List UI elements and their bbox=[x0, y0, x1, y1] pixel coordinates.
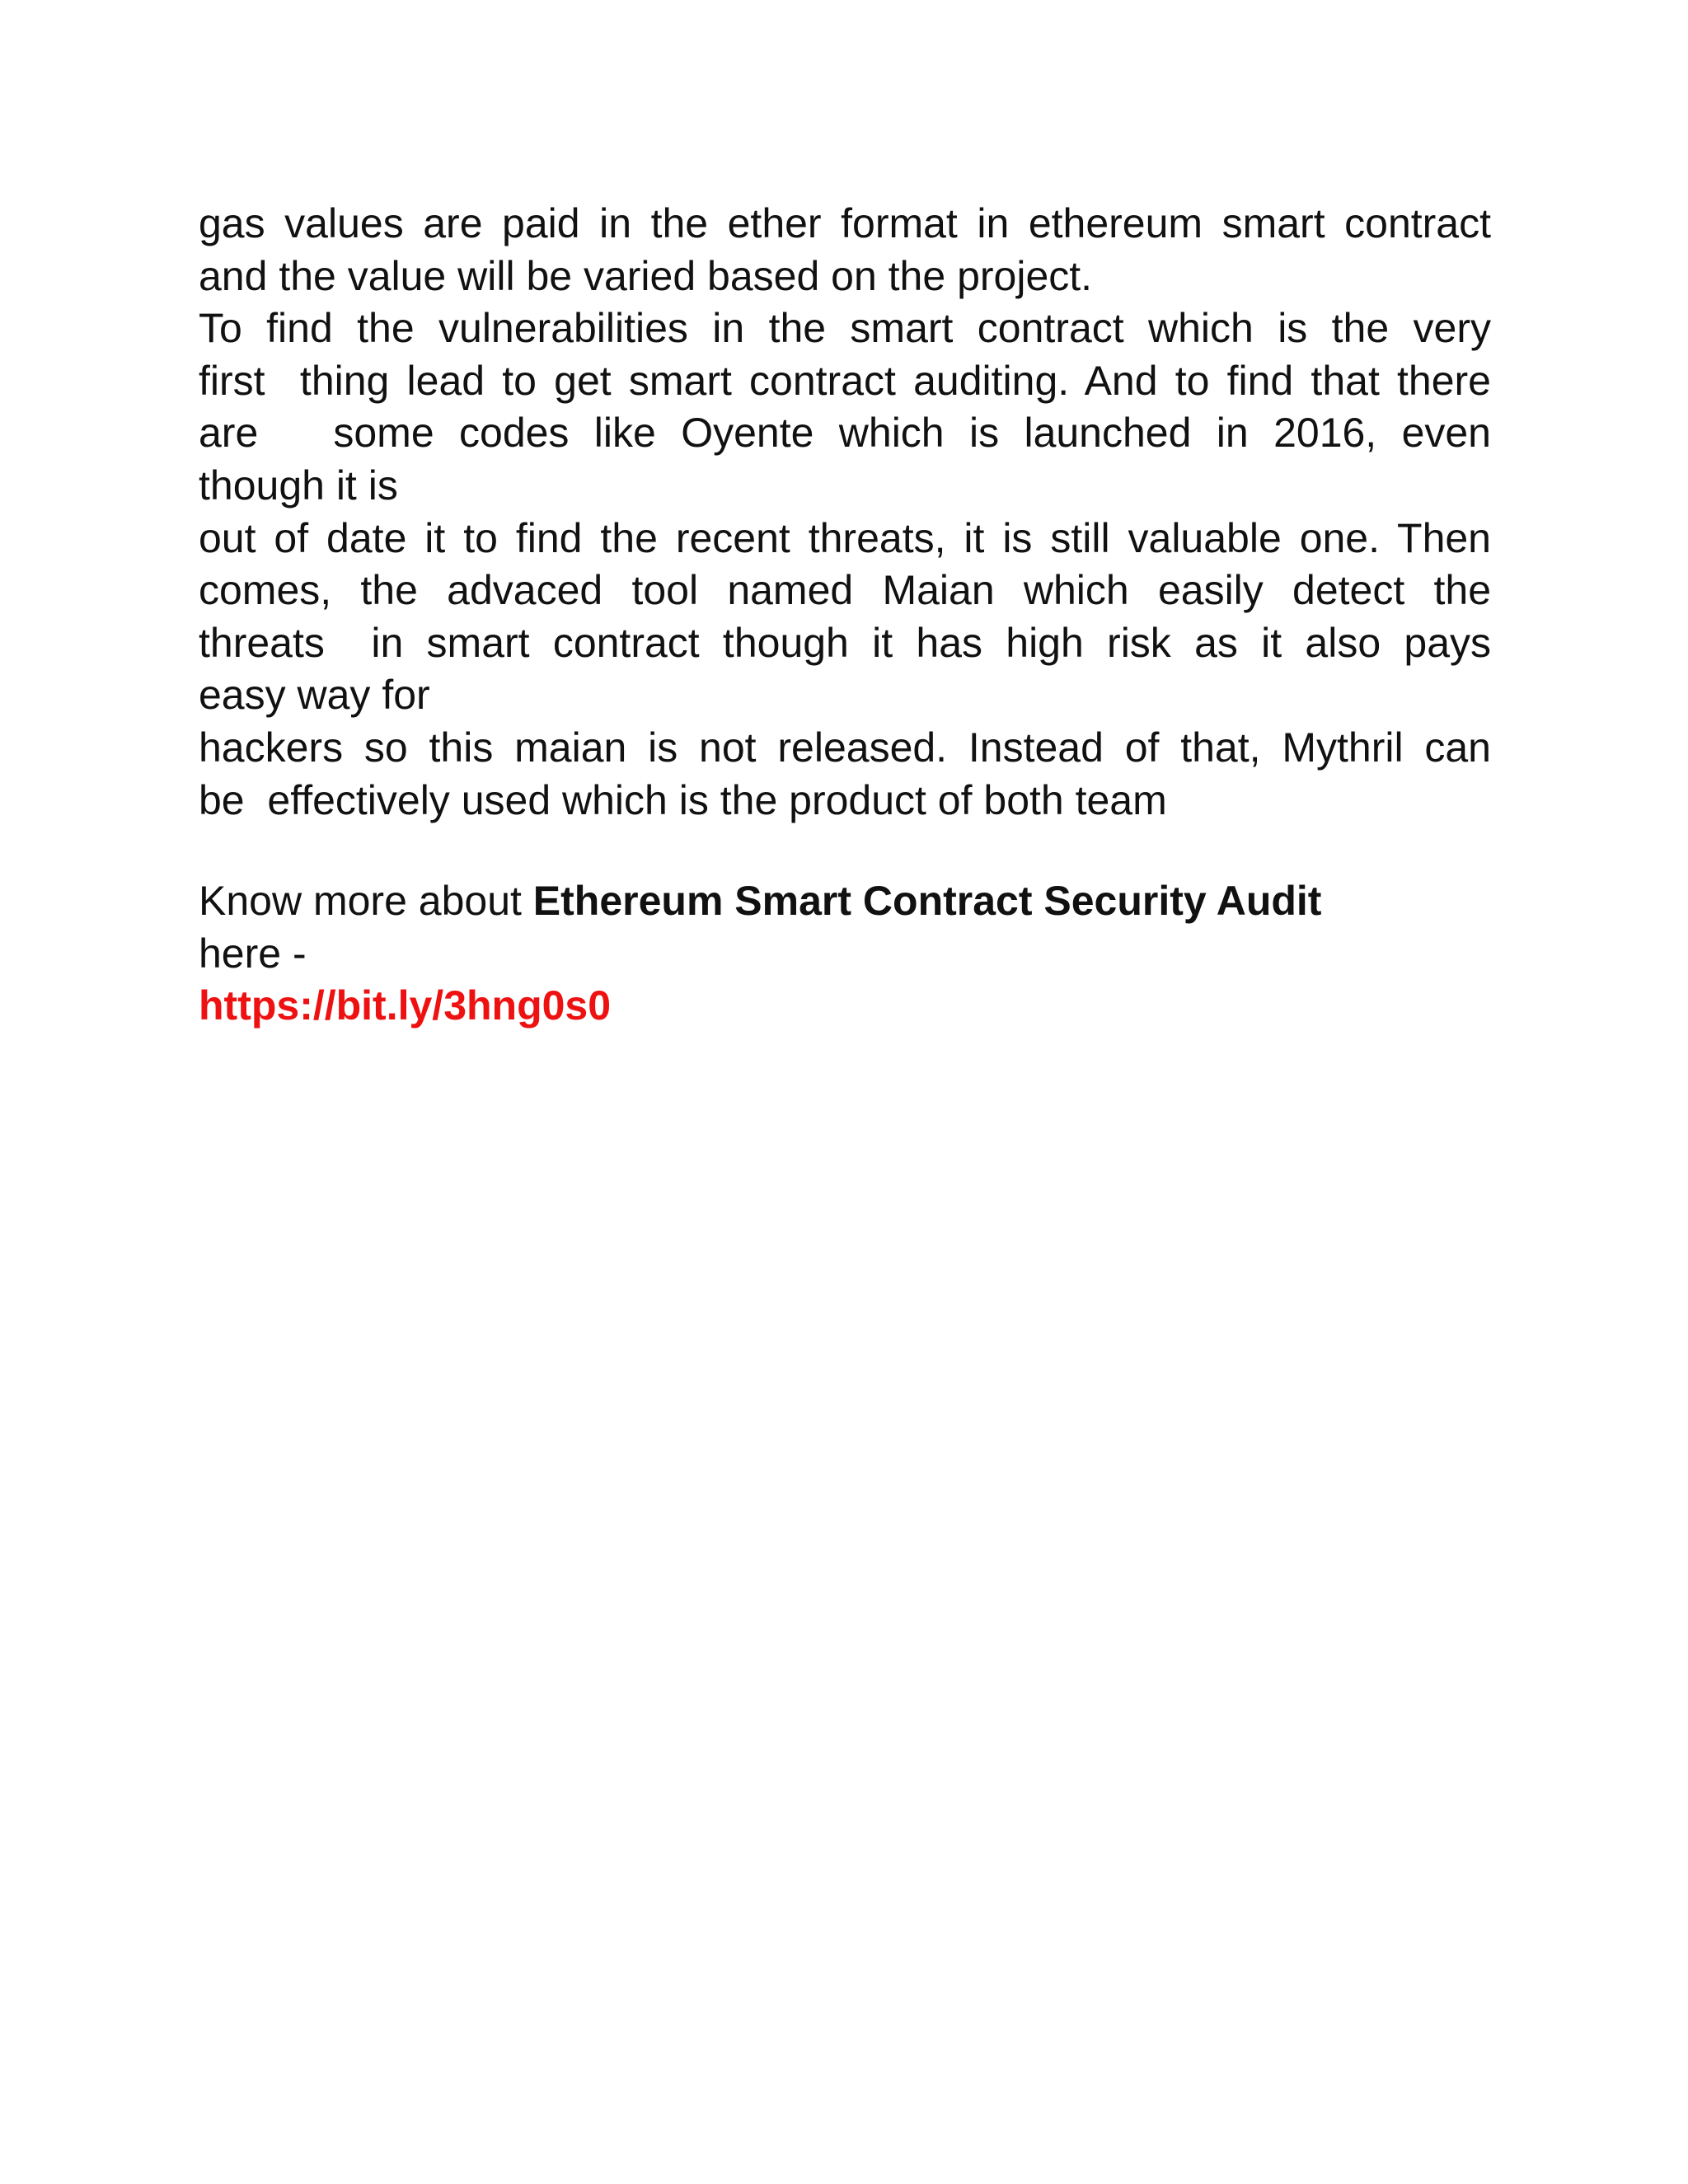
text-line: though it is bbox=[199, 462, 398, 509]
text-line: To find the vulnerabilities in the smart contract which is the very bbox=[199, 305, 1491, 352]
paragraph-gas-values bbox=[199, 198, 1491, 302]
cta-bold-title: Ethereum Smart Contract Security Audit bbox=[532, 878, 1322, 925]
text-line: first thing lead to get smart contract auditing. And to find that there bbox=[199, 357, 1491, 404]
text-line: gas values are paid in the ether format in ethereum smart contract bbox=[199, 200, 1491, 246]
cta-line bbox=[199, 875, 1491, 928]
text-line: easy way for bbox=[199, 672, 430, 719]
document-body bbox=[199, 198, 1491, 1033]
call-to-action bbox=[199, 875, 1491, 1033]
paragraph-vulnerabilities bbox=[199, 302, 1491, 827]
paragraph-spacer bbox=[199, 827, 1491, 875]
cta-prefix: Know more about bbox=[199, 878, 533, 925]
text-line: are some codes like Oyente which is launched in 2016, even bbox=[199, 410, 1491, 457]
audit-link[interactable]: https://bit.ly/3hng0s0 bbox=[199, 982, 612, 1029]
text-line: comes, the advaced tool named Maian which easily detect the bbox=[199, 567, 1491, 614]
text-line: threats in smart contract though it has high risk as it also pays bbox=[199, 619, 1491, 666]
text-line: hackers so this maian is not released. Instead of that, Mythril can bbox=[199, 724, 1491, 771]
text-line: and the value will be varied based on the project. bbox=[199, 252, 1093, 299]
cta-suffix: here - bbox=[199, 930, 307, 977]
text-line: be effectively used which is the product of both team bbox=[199, 776, 1167, 823]
text-line: out of date it to find the recent threats, it is still valuable one. Then bbox=[199, 514, 1491, 561]
